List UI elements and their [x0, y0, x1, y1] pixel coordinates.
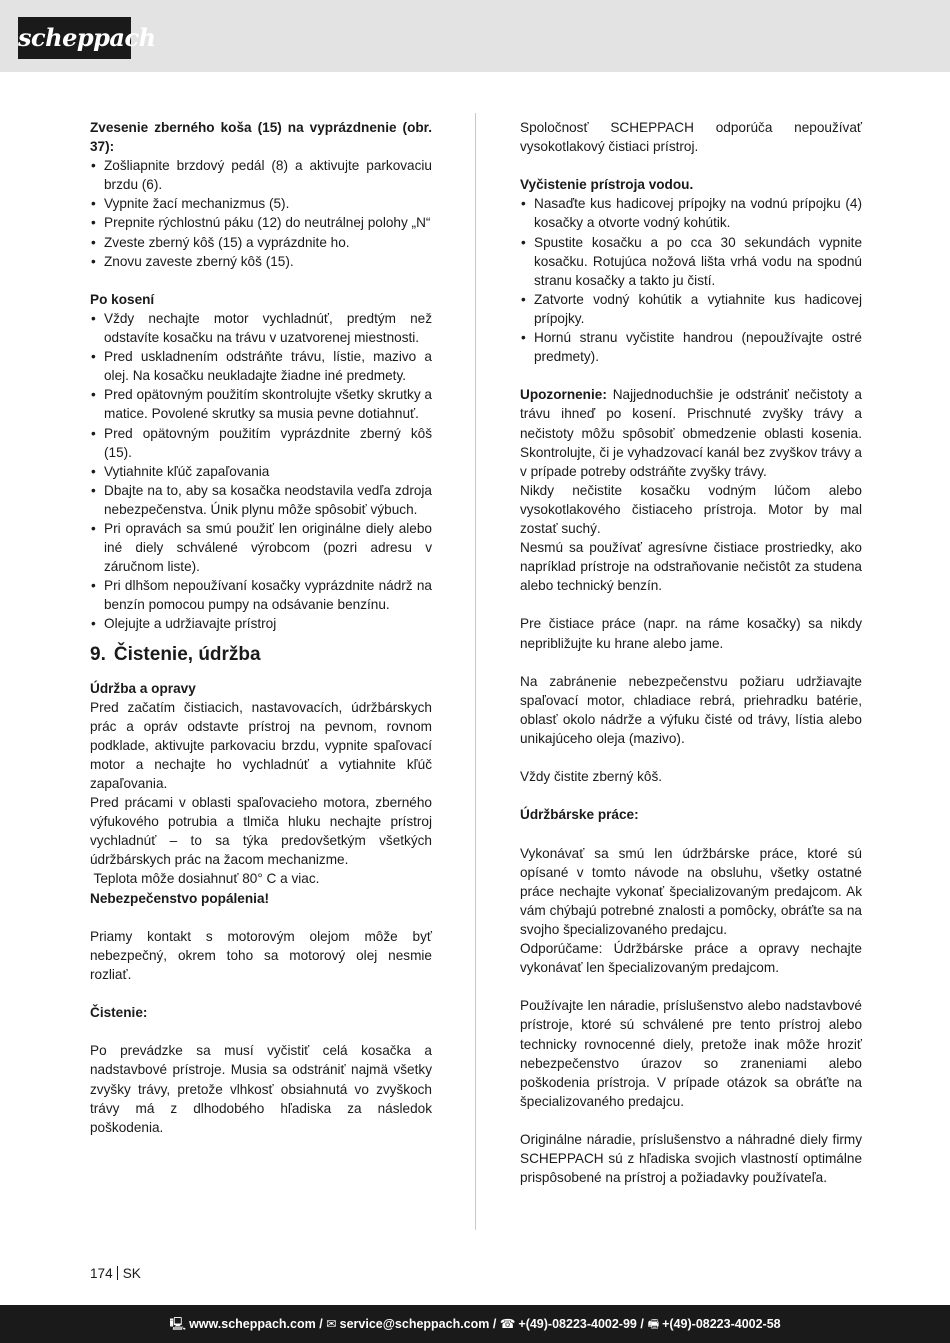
list-item: • Znovu zaveste zberný kôš (15).	[90, 252, 432, 271]
fax-icon: 🖷	[647, 1317, 660, 1331]
paragraph: Používajte len náradie, príslušenstvo alebo nadstavbové prístroje, ktoré sú schválené pre tento prístroj alebo technicky rovnocenné diely, pretože inak môže hroziť nebezpečenstvo úrazov so zraneniami alebo poškodenia prístroja. V prípade otázok sa obráťte na špecializovaného predajcu.	[520, 998, 862, 1109]
page-language: SK	[122, 1266, 141, 1281]
computer-icon: 🖳	[169, 1317, 187, 1331]
paragraph: Vykonávať sa smú len údržbárske práce, ktoré sú opísané v tomto návode na obsluhu, všetky ostatné práce nechajte vykonať špecializovaným predajcom. Ak vám chýbajú potrebné znalosti a pomôcky, obráťte sa na svojho špecializovaného predajcu.	[520, 845, 862, 937]
note-paragraph	[520, 385, 862, 480]
page-footer: 🖳 www.scheppach.com / ✉ service@scheppach.com / ☎ +(49)-08223-4002-99 / 🖷 +(49)-08223-4002-58	[0, 1305, 950, 1343]
list-item: • Pred opätovným použitím skontrolujte všetky skrutky a matice. Povolené skrutky sa musia pevne dotiahnuť.	[90, 385, 432, 423]
footer-fax: +(49)-08223-4002-58	[662, 1317, 781, 1331]
after-mowing-list	[90, 309, 432, 634]
paragraph: Pred prácami v oblasti spaľovacieho motora, zberného výfukového potrubia a tlmiča hluku nechajte prístroj vychladnúť – to sa týka predovšetkým všetkých údržbárskych prác na žacom mechanizme.	[90, 795, 432, 868]
scheppach-logo: scheppach	[18, 17, 131, 59]
right-column	[520, 118, 862, 1187]
paragraph: Pred začatím čistiacich, nastavovacích, údržbárskych prác a opráv odstavte prístroj na pevnom, rovnom podklade, aktivujte parkovaciu brzdu, vypnite spaľovací motor a nechajte ho vychladnúť a vytiahnite kľúč zapaľovania.	[90, 699, 432, 791]
paragraph: Pre čistiace práce (napr. na ráme kosačky) sa nikdy nepribližujte ku hrane alebo jame.	[520, 616, 862, 651]
section-title-basket: Zvesenie zberného koša (15) na vyprázdnenie (obr. 37):	[90, 120, 432, 155]
list-item: • Hornú stranu vyčistite handrou (nepoužívajte ostré predmety).	[520, 328, 862, 366]
list-item: • Dbajte na to, aby sa kosačka neodstavila vedľa zdroja nebezpečenstva. Únik plynu môže spôsobiť výbuch.	[90, 481, 432, 519]
section-title-maintenance-work: Údržbárske práce:	[520, 807, 639, 823]
list-item: • Vytiahnite kľúč zapaľovania	[90, 462, 432, 481]
footer-web[interactable]: www.scheppach.com	[189, 1317, 316, 1331]
paragraph: Na zabránenie nebezpečenstvu požiaru udržiavajte spaľovací motor, chladiace rebrá, priehradku batérie, oblasť okolo nádrže a výfuku čisté od trávy, lístia alebo unikajúceho oleja (mazivo).	[520, 673, 862, 746]
paragraph: Spoločnosť SCHEPPACH odporúča nepoužívať vysokotlakový čistiaci prístroj.	[520, 120, 862, 155]
list-item: • Pri dlhšom nepoužívaní kosačky vyprázdnite nádrž na benzín pomocou pumpy na odsávanie benzínu.	[90, 576, 432, 614]
note-label: Upozornenie:	[520, 387, 607, 403]
burn-warning: Nebezpečenstvo popálenia!	[90, 890, 270, 906]
footer-email[interactable]: service@scheppach.com	[339, 1317, 490, 1331]
paragraph: Originálne náradie, príslušenstvo a náhradné diely firmy SCHEPPACH sú z hľadiska svojich vlastností optimálne prispôsobené na prístroj a požiadavky používateľa.	[520, 1131, 862, 1186]
list-item: • Prepnite rýchlostnú páku (12) do neutrálnej polohy „N“	[90, 213, 432, 232]
footer-phone: +(49)-08223-4002-99	[518, 1317, 637, 1331]
paragraph: Nikdy nečistite kosačku vodným lúčom alebo vysokotlakového čistiaceho prístroja. Motor by mal zostať suchý.	[520, 482, 862, 536]
list-item: • Nasaďte kus hadicovej prípojky na vodnú prípojku (4) kosačky a otvorte vodný kohútik.	[520, 194, 862, 232]
chapter-heading	[90, 643, 432, 667]
paragraph: Po prevádzke sa musí vyčistiť celá kosačka a nadstavbové prístroje. Musia sa odstrániť najmä všetky zvyšky trávy, pretože vlhkosť obsiahnutá vo zvyškoch trávy má z dlhodobého hľadiska za následok poškodenia.	[90, 1043, 432, 1135]
list-item: • Vypnite žací mechanizmus (5).	[90, 194, 432, 213]
paragraph: Vždy čistite zberný kôš.	[520, 769, 663, 785]
list-item: • Vždy nechajte motor vychladnúť, predtým než odstavíte kosačku na trávu v uzatvorenej miestnosti.	[90, 309, 432, 347]
paragraph: Nesmú sa používať agresívne čistiace prostriedky, ako napríklad prístroje na odstraňovanie nečistôt za studena alebo technický benzín.	[520, 540, 862, 594]
section-title-water-cleaning: Vyčistenie prístroja vodou.	[520, 177, 694, 193]
water-cleaning-list	[520, 194, 862, 366]
list-item: • Zošliapnite brzdový pedál (8) a aktivujte parkovaciu brzdu (6).	[90, 156, 432, 194]
phone-icon: ☎	[499, 1317, 516, 1331]
chapter-title: Čistenie, údržba	[113, 643, 261, 665]
paragraph: Priamy kontakt s motorovým olejom môže byť nebezpečný, okrem toho sa motorový olej nesmie rozliať.	[90, 928, 432, 982]
basket-steps-list	[90, 156, 432, 271]
list-item: • Olejujte a udržiavajte prístroj	[90, 614, 432, 633]
page-header	[0, 0, 950, 72]
email-icon: ✉	[326, 1317, 337, 1331]
section-title-after-mowing: Po kosení	[90, 291, 155, 307]
note-text: Najjednoduchšie je odstrániť nečistoty a trávu ihneď po kosení. Prischnuté zvyšky trávy a nečistoty môžu spôsobiť obmedzenie oblasti kosenia. Skontrolujte, či je vyhadzovací kanál bez zvyškov trávy a v prípade potreby odstráňte zvyšky trávy.	[520, 387, 862, 479]
column-divider	[475, 113, 476, 1230]
section-title-cleaning: Čistenie:	[90, 1005, 148, 1021]
left-column	[90, 118, 432, 1137]
list-item: • Pri opravách sa smú použiť len originálne diely alebo iné diely schválené výrobcom (pozri adresu v záručnom liste).	[90, 519, 432, 576]
paragraph: Odporúčame: Údržbárske práce a opravy nechajte vykonávať len špecializovaným predajcom.	[520, 941, 862, 976]
paragraph: Teplota môže dosiahnuť 80° C a viac.	[90, 871, 320, 887]
chapter-number: 9.	[90, 643, 106, 665]
section-title-maintenance: Údržba a opravy	[90, 680, 196, 696]
list-item: • Zatvorte vodný kohútik a vytiahnite kus hadicovej prípojky.	[520, 290, 862, 328]
page-number	[90, 1265, 141, 1283]
list-item: • Spustite kosačku a po cca 30 sekundách vypnite kosačku. Rotujúca nožová lišta vrhá vodu na spodnú stranu kosačky a takto ju čistí.	[520, 233, 862, 290]
list-item: • Pred opätovným použitím vyprázdnite zberný kôš (15).	[90, 424, 432, 462]
page-number-value: 174	[90, 1266, 113, 1281]
list-item: • Zveste zberný kôš (15) a vyprázdnite ho.	[90, 233, 432, 252]
list-item: • Pred uskladnením odstráňte trávu, lístie, mazivo a olej. Na kosačku neukladajte žiadne iné predmety.	[90, 347, 432, 385]
